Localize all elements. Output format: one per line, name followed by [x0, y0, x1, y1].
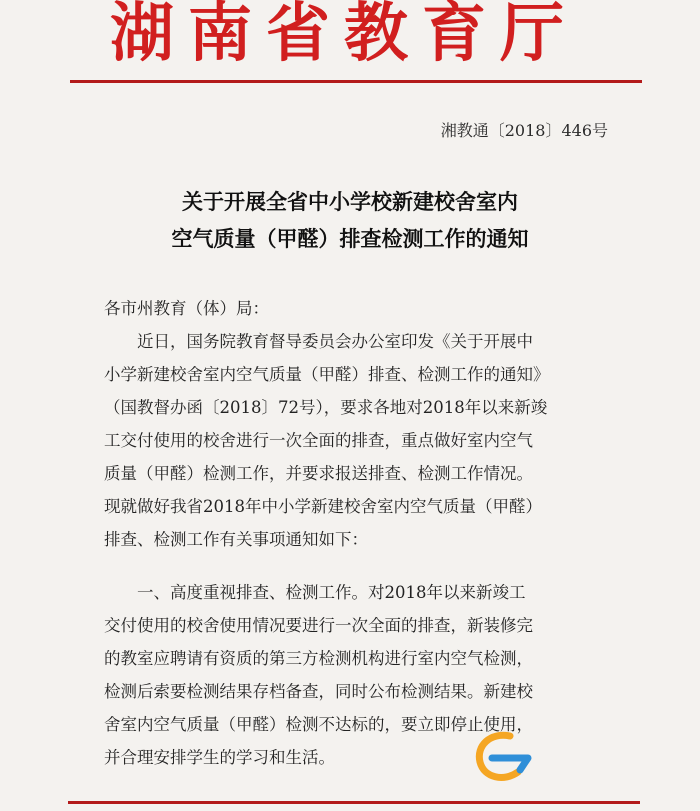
body-line: 的教室应聘请有资质的第三方检测机构进行室内空气检测，	[104, 649, 533, 668]
footer-divider	[68, 801, 640, 804]
body-line: 工交付使用的校舍进行一次全面的排查，重点做好室内空气	[104, 431, 533, 450]
header-divider	[70, 80, 642, 83]
body-line: 交付使用的校舍使用情况要进行一次全面的排查，新装修完	[104, 616, 533, 635]
body-line: 现就做好我省2018年中小学新建校舍室内空气质量（甲醛）	[104, 497, 542, 516]
body-line: （国教督办函〔2018〕72号），要求各地对2018年以来新竣	[104, 398, 548, 417]
body-line: 质量（甲醛）检测工作，并要求报送排查、检测工作情况。	[104, 464, 533, 483]
body-line: 排查、检测工作有关事项通知如下：	[104, 530, 368, 549]
body-line: 检测后索要检测结果存档备查，同时公布检测结果。新建校	[104, 682, 533, 701]
watermark-logo-icon	[470, 728, 540, 788]
body-line: 小学新建校舍室内空气质量（甲醛）排查、检测工作的通知》	[104, 365, 550, 384]
document-number: 湘教通〔2018〕446号	[440, 121, 608, 140]
letterhead	[0, 0, 700, 76]
body-line: 一、高度重视排查、检测工作。对2018年以来新竣工	[104, 583, 526, 602]
body-line: 近日，国务院教育督导委员会办公室印发《关于开展中	[104, 332, 533, 351]
title-line-2: 空气质量（甲醛）排查检测工作的通知	[171, 227, 529, 251]
body-line: 舍室内空气质量（甲醛）检测不达标的，要立即停止使用，	[104, 715, 533, 734]
salutation: 各市州教育（体）局：	[104, 299, 269, 318]
agency-name: 湖南省教育厅	[110, 0, 578, 71]
body-line: 并合理安排学生的学习和生活。	[104, 748, 335, 767]
title-line-1: 关于开展全省中小学校新建校舍室内	[182, 190, 518, 214]
